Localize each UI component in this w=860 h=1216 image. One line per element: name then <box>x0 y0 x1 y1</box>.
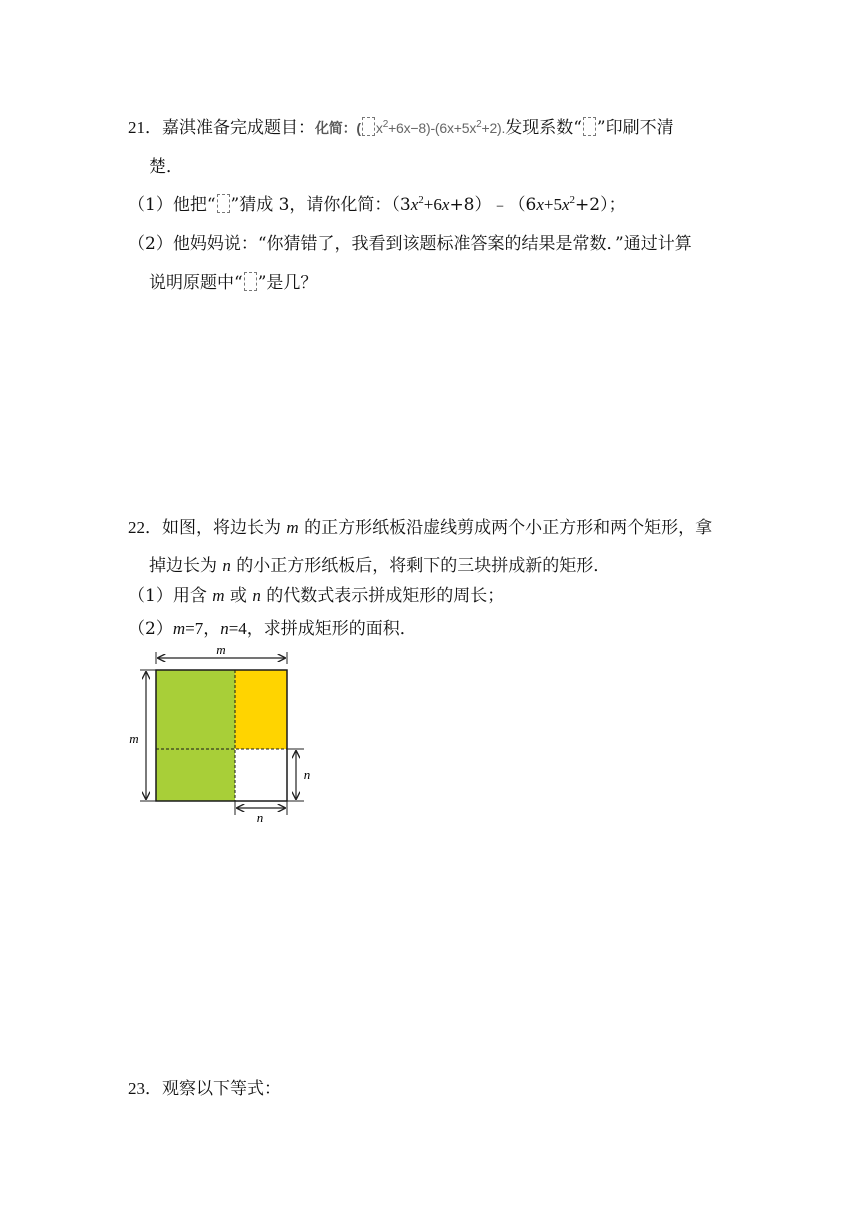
var-n: n <box>252 586 261 605</box>
q21-line1 <box>128 116 674 140</box>
label-bottom-n: n <box>256 810 264 825</box>
q21-eq-sup2: 2 <box>476 119 482 130</box>
q22-line1 <box>128 516 712 540</box>
q21-line2 <box>149 155 183 179</box>
q22-p2b: =7， <box>185 619 221 638</box>
q21-part1-mid: ”猜成 3，请你化简：（3 <box>230 195 411 215</box>
blank-coefficient-box <box>217 194 230 213</box>
q23-number: 23． <box>128 1079 162 1098</box>
green-rectangle-region <box>156 749 235 801</box>
q21-after-box: ”印刷不清 <box>596 118 674 138</box>
green-square-region <box>156 670 235 749</box>
blank-coefficient-box <box>244 272 257 291</box>
q21-intro: 嘉淇准备完成题目： <box>162 118 315 138</box>
label-left-m: m <box>129 731 139 746</box>
q21-part2-line2 <box>149 271 317 295</box>
var-m: m <box>212 586 225 605</box>
q21-part2-pre: 说明原题中“ <box>149 273 243 293</box>
q21-part2-post: ”是几？ <box>257 273 318 293</box>
yellow-rectangle-region <box>235 670 287 749</box>
q21-eq-term1: x <box>375 120 383 136</box>
var-x: x <box>561 195 570 214</box>
q22-part2 <box>128 617 417 641</box>
white-small-square-region <box>235 749 287 801</box>
q21-part1-pre: （1）他把“ <box>128 195 216 215</box>
q21-eq-rest2: +2). <box>481 120 506 136</box>
q21-number: 21． <box>128 118 162 137</box>
q22-l1b: 的正方形纸板沿虚线剪成两个小正方形和两个矩形，拿 <box>298 518 713 538</box>
var-m: m <box>286 518 299 537</box>
blank-coefficient-box <box>362 117 375 136</box>
var-x: x <box>536 195 544 214</box>
var-m: m <box>172 619 186 638</box>
q22-number: 22． <box>128 518 162 537</box>
q22-p1b: 或 <box>224 586 253 606</box>
q21-part1-c: +5 <box>543 195 562 214</box>
var-n: n <box>222 556 231 575</box>
q21-part2-text: （2）他妈妈说：“你猜错了，我看到该题标准答案的结果是常数．”通过计算 <box>128 234 692 254</box>
q22-part1 <box>128 584 504 608</box>
q23-line1 <box>128 1077 281 1101</box>
blank-coefficient-box <box>583 117 596 136</box>
q21-continuation: 楚． <box>149 157 183 177</box>
q22-l2a: 掉边长为 <box>149 556 223 576</box>
q22-square-figure <box>126 640 316 826</box>
q21-part1-a: +6 <box>423 195 442 214</box>
q21-eq-rest1: +6x−8)-(6x+5x <box>388 120 477 136</box>
q21-eq-prefix: 化简：( <box>315 120 361 136</box>
q21-eq-sup1: 2 <box>382 119 389 130</box>
exponent: 2 <box>569 194 576 206</box>
q21-part1-d: +2）； <box>575 195 626 215</box>
var-n: n <box>220 619 229 638</box>
q21-part1-b: +8）﹣（6 <box>449 195 537 215</box>
q21-after-eq: 发现系数“ <box>505 118 582 138</box>
q21-part2-line1 <box>128 232 692 256</box>
label-top-m: m <box>216 642 226 657</box>
q23-text: 观察以下等式： <box>162 1079 281 1099</box>
q22-p1a: （1）用含 <box>128 586 213 606</box>
q22-p2a: （2） <box>128 619 173 639</box>
q22-l1a: 如图，将边长为 <box>162 518 287 538</box>
q22-line2 <box>149 554 610 578</box>
q22-p1c: 的代数式表示拼成矩形的周长； <box>260 586 505 606</box>
var-x: x <box>441 195 450 214</box>
q21-part1 <box>128 193 626 217</box>
q22-p2c: =4，求拼成矩形的面积． <box>228 619 417 638</box>
var-x: x <box>410 195 419 214</box>
exponent: 2 <box>418 194 424 206</box>
label-right-n: n <box>303 767 311 782</box>
q22-l2b: 的小正方形纸板后，将剩下的三块拼成新的矩形． <box>230 556 611 576</box>
q21-printed-equation <box>315 116 505 140</box>
